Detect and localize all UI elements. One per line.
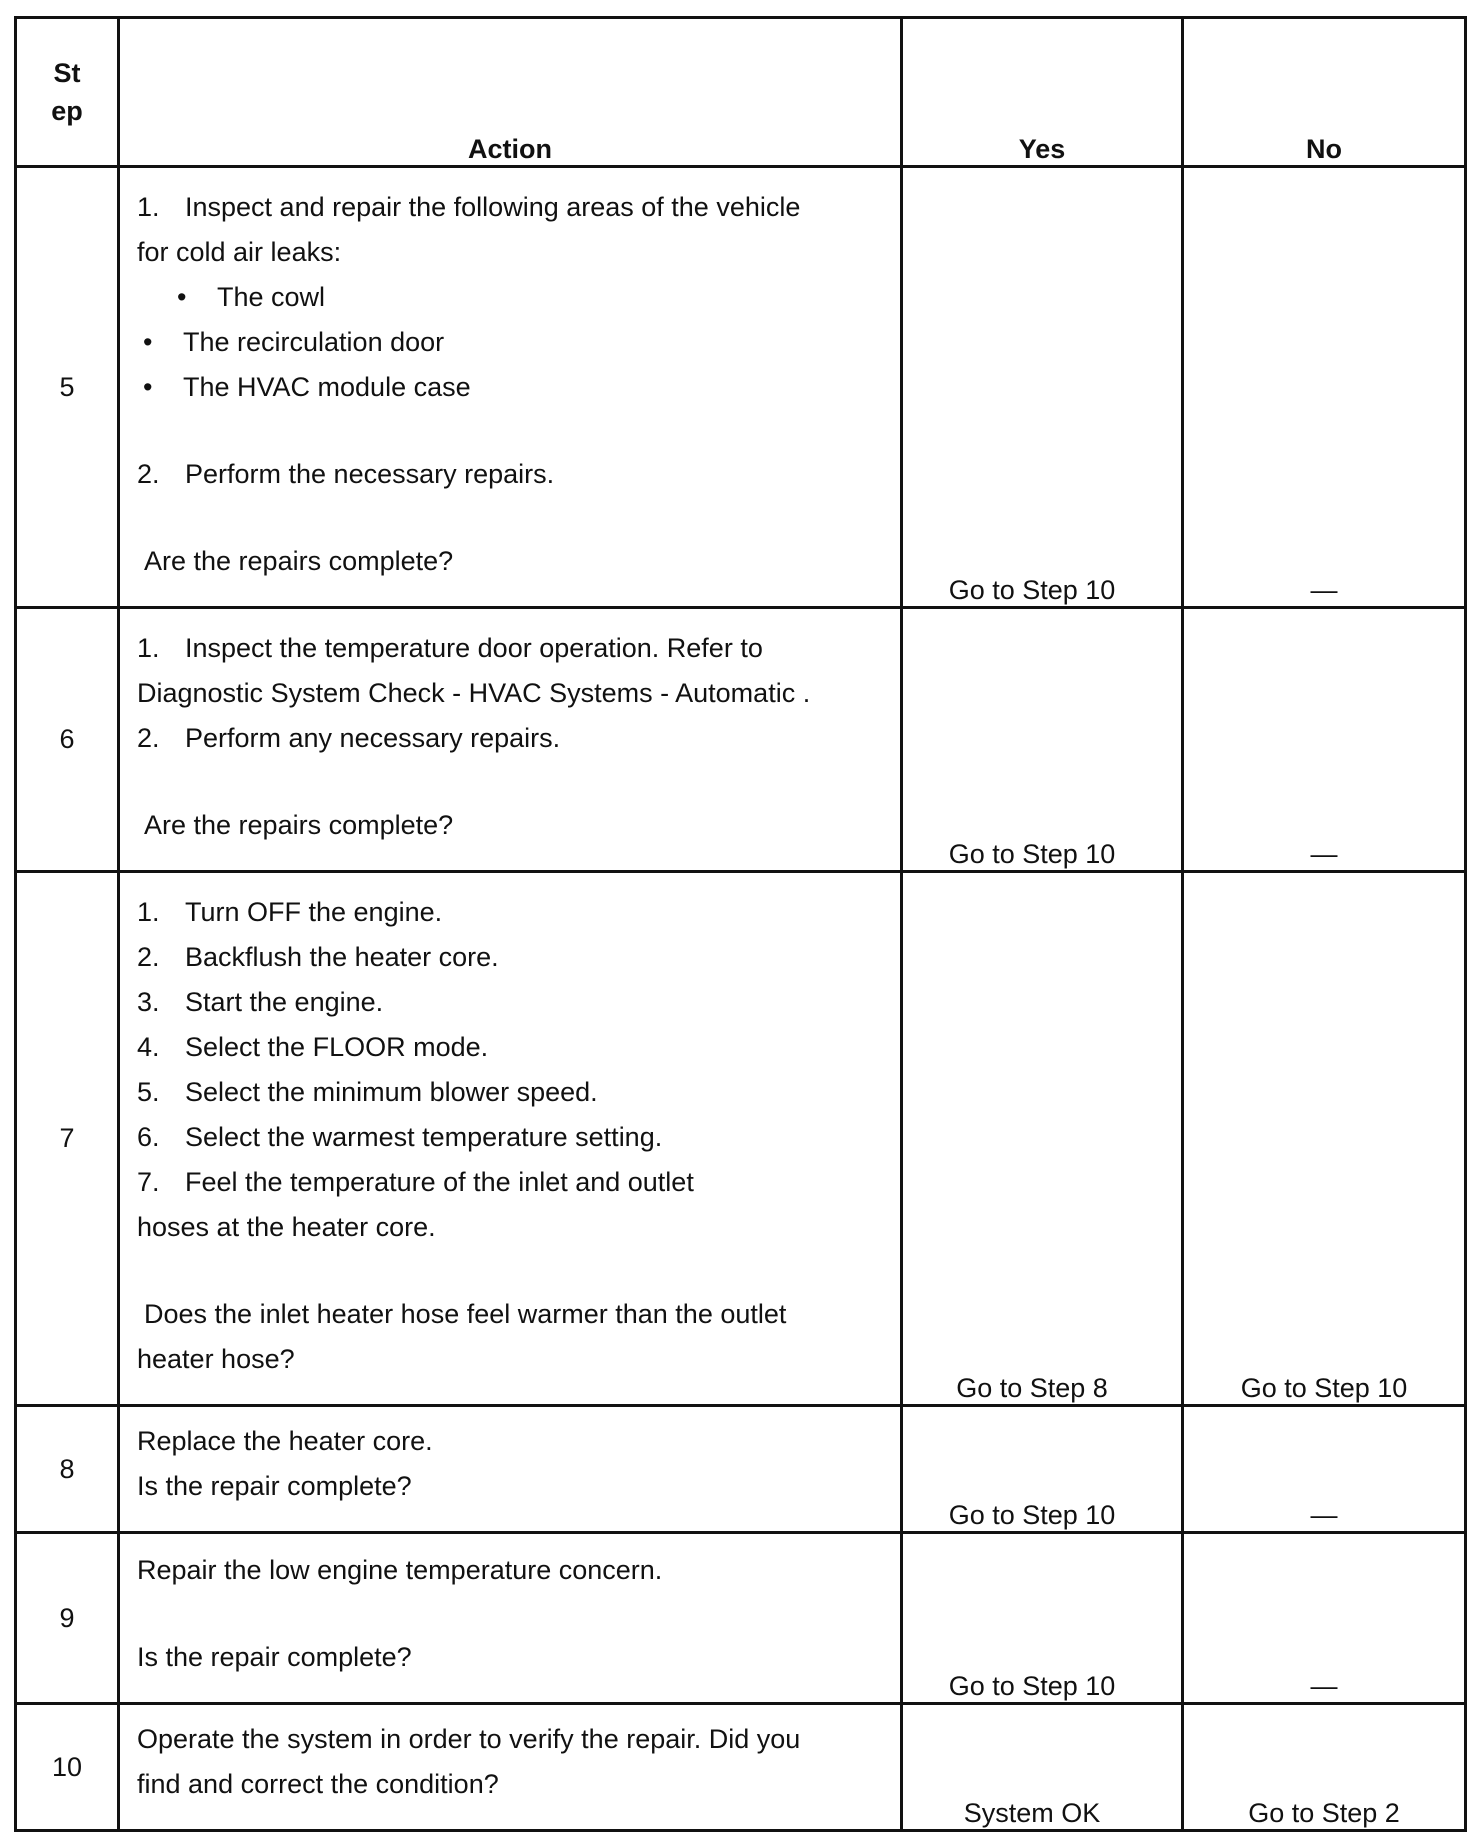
- no-cell: —: [1183, 608, 1466, 872]
- list-number: 6.: [137, 1122, 160, 1152]
- bullet-icon: •: [143, 327, 153, 357]
- action-line: [137, 452, 890, 497]
- yes-text: Go to Step 8: [956, 1373, 1108, 1403]
- action-text: Backflush the heater core.: [185, 942, 499, 972]
- no-cell: —: [1183, 1406, 1466, 1533]
- yes-text: Go to Step 10: [948, 575, 1116, 605]
- action-question: Is the repair complete?: [137, 1642, 412, 1672]
- yes-cell: [902, 1406, 1183, 1533]
- action-line: Replace the heater core.: [137, 1426, 433, 1456]
- list-number: 1.: [137, 192, 160, 222]
- table-row-step-7: [16, 872, 1466, 1406]
- action-line: [137, 365, 890, 410]
- bullet-icon: •: [177, 282, 187, 312]
- step-number: 5: [16, 167, 119, 608]
- header-no: No: [1183, 18, 1466, 167]
- action-cell: [119, 1406, 902, 1533]
- action-line: [137, 890, 890, 935]
- action-text: Select the FLOOR mode.: [185, 1032, 489, 1062]
- action-text: The HVAC module case: [183, 372, 471, 402]
- list-number: 3.: [137, 987, 160, 1017]
- list-number: 7.: [137, 1167, 160, 1197]
- action-line: [137, 716, 890, 761]
- action-text: Select the minimum blower speed.: [185, 1077, 598, 1107]
- header-step: [16, 18, 119, 167]
- action-line: Diagnostic System Check - HVAC Systems - Automatic .: [137, 678, 811, 708]
- action-line: [137, 935, 890, 980]
- no-cell: Go to Step 10: [1183, 872, 1466, 1406]
- no-cell: —: [1183, 167, 1466, 608]
- action-text: Inspect and repair the following areas of the vehicle: [185, 192, 801, 222]
- step-number: 7: [16, 872, 119, 1406]
- action-cell: [119, 1704, 902, 1831]
- action-question: Does the inlet heater hose feel warmer than the outlet: [144, 1299, 787, 1329]
- action-line: Repair the low engine temperature concern.: [137, 1555, 663, 1585]
- action-text: Feel the temperature of the inlet and outlet: [185, 1167, 694, 1197]
- list-number: 2.: [137, 723, 160, 753]
- action-line: [137, 1070, 890, 1115]
- yes-cell: [902, 1704, 1183, 1831]
- table-row-step-8: [16, 1406, 1466, 1533]
- header-action: Action: [119, 18, 902, 167]
- action-question: Are the repairs complete?: [144, 546, 454, 576]
- yes-cell: [902, 608, 1183, 872]
- action-line: for cold air leaks:: [137, 237, 342, 267]
- table-row-step-6: [16, 608, 1466, 872]
- list-number: 5.: [137, 1077, 160, 1107]
- header-step-line1: St: [53, 58, 81, 88]
- yes-text: System OK: [963, 1798, 1101, 1828]
- yes-text: Go to Step 10: [948, 1500, 1116, 1530]
- table-header-row: [16, 18, 1466, 167]
- action-text: Select the warmest temperature setting.: [185, 1122, 663, 1152]
- action-text: Perform the necessary repairs.: [185, 459, 555, 489]
- table-row-step-5: [16, 167, 1466, 608]
- action-line: find and correct the condition?: [137, 1769, 499, 1799]
- diagnostic-table: [14, 16, 1467, 1832]
- action-line: [137, 626, 890, 671]
- action-line: [137, 1115, 890, 1160]
- list-number: 2.: [137, 942, 160, 972]
- yes-cell: [902, 1533, 1183, 1704]
- action-text: Perform any necessary repairs.: [185, 723, 561, 753]
- yes-cell: [902, 872, 1183, 1406]
- action-line: [137, 275, 890, 320]
- action-text: Inspect the temperature door operation. Refer to: [185, 633, 763, 663]
- action-line: [137, 1160, 890, 1205]
- table-row-step-10: [16, 1704, 1466, 1831]
- list-number: 1.: [137, 633, 160, 663]
- action-line: [137, 320, 890, 365]
- action-question: heater hose?: [137, 1344, 295, 1374]
- table-row-step-9: [16, 1533, 1466, 1704]
- step-number: 6: [16, 608, 119, 872]
- list-number: 4.: [137, 1032, 160, 1062]
- step-number: 9: [16, 1533, 119, 1704]
- action-line: hoses at the heater core.: [137, 1212, 436, 1242]
- action-text: Turn OFF the engine.: [185, 897, 443, 927]
- step-number: 8: [16, 1406, 119, 1533]
- action-question: Is the repair complete?: [137, 1471, 412, 1501]
- list-number: 1.: [137, 897, 160, 927]
- yes-text: Go to Step 10: [948, 1671, 1116, 1701]
- action-cell: [119, 872, 902, 1406]
- action-line: [137, 1025, 890, 1070]
- action-cell: [119, 1533, 902, 1704]
- action-text: The cowl: [217, 282, 326, 312]
- header-yes: Yes: [902, 18, 1183, 167]
- action-line: Operate the system in order to verify the repair. Did you: [137, 1724, 801, 1754]
- bullet-icon: •: [143, 372, 153, 402]
- step-number: 10: [16, 1704, 119, 1831]
- action-question: Are the repairs complete?: [144, 810, 454, 840]
- action-line: [137, 980, 890, 1025]
- action-line: [137, 185, 890, 230]
- yes-text: Go to Step 10: [948, 839, 1116, 869]
- list-number: 2.: [137, 459, 160, 489]
- action-cell: [119, 167, 902, 608]
- action-text: The recirculation door: [183, 327, 445, 357]
- yes-cell: [902, 167, 1183, 608]
- header-step-line2: ep: [51, 96, 83, 126]
- action-cell: [119, 608, 902, 872]
- no-cell: Go to Step 2: [1183, 1704, 1466, 1831]
- no-cell: —: [1183, 1533, 1466, 1704]
- action-text: Start the engine.: [185, 987, 384, 1017]
